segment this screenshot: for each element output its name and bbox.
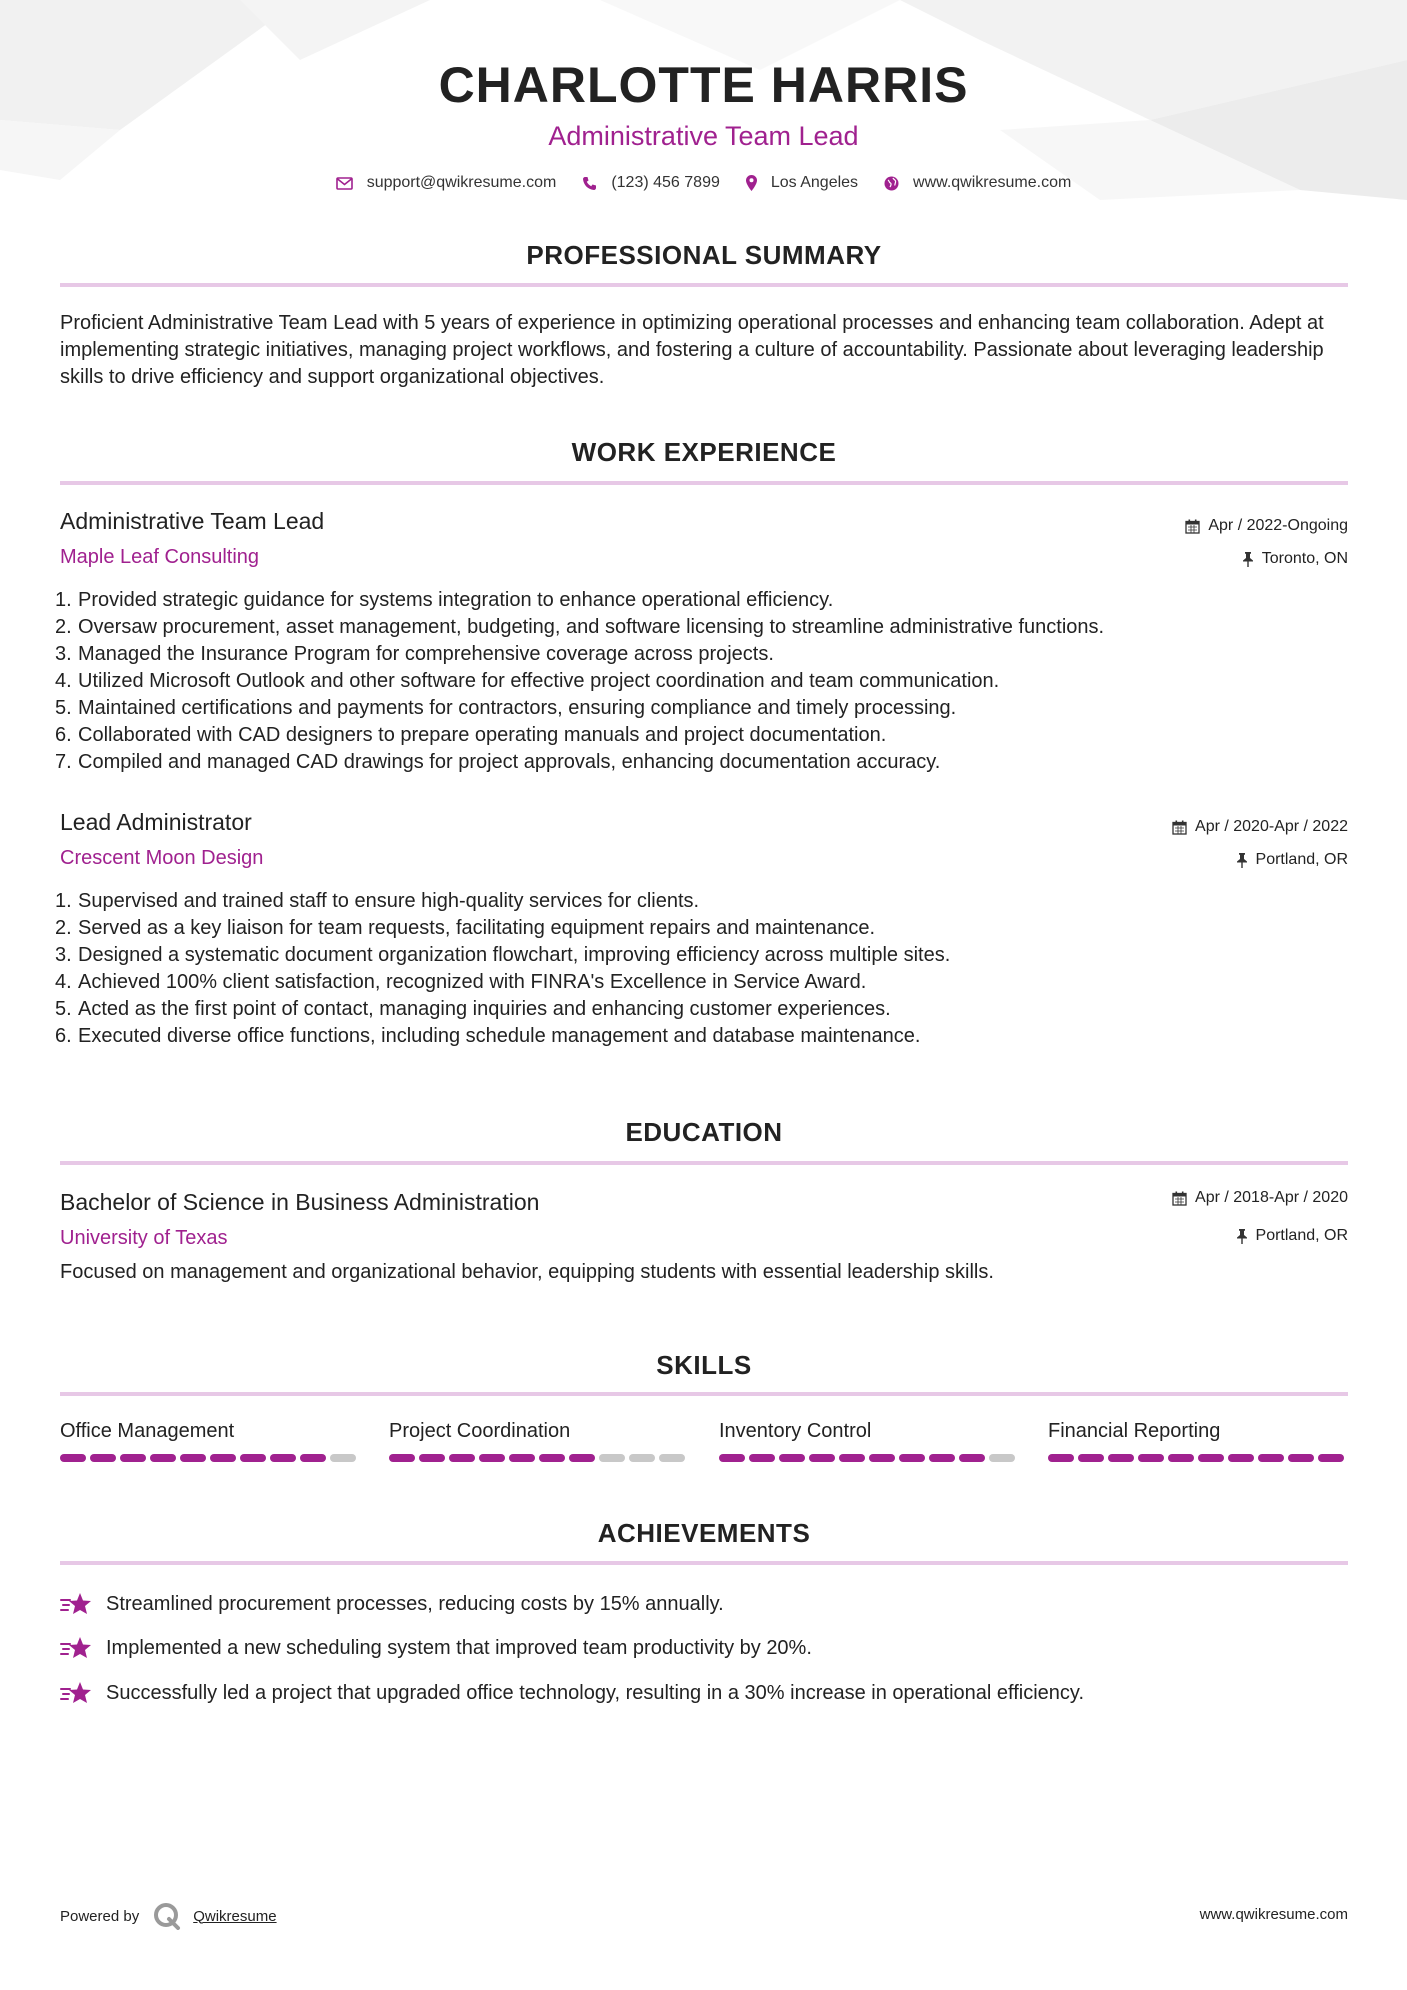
skill-segment-filled [1318,1454,1344,1462]
list-item: 6. Executed diverse office functions, including schedule management and database maintenance. [55,1025,921,1047]
bullet-text: Served as a key liaison for team requests, facilitating equipment repairs and maintenance. [78,917,876,939]
job-location [1236,851,1348,869]
list-item: 7. Compiled and managed CAD drawings for project approvals, enhancing documentation accuracy. [55,751,941,773]
skill-name: Project Coordination [389,1420,571,1442]
skill-segment-filled [180,1454,206,1462]
calendar-icon [1185,519,1200,534]
job-dates [1172,818,1348,836]
job-location-text: Toronto, ON [1261,550,1348,567]
skill-name: Financial Reporting [1048,1420,1221,1442]
contact-email[interactable] [336,174,557,192]
bullet-text: Utilized Microsoft Outlook and other software for effective project coordination and team communication. [78,670,1000,692]
job-dates [1185,517,1348,535]
skill-level-bar [1048,1454,1348,1462]
contact-phone[interactable] [582,174,720,192]
job-company: Crescent Moon Design [60,847,264,869]
skill-segment-filled [1168,1454,1194,1462]
contact-website[interactable] [884,174,1071,192]
powered-by-label: Powered by [60,1907,140,1925]
skill-segment-filled [300,1454,326,1462]
education-location-text: Portland, OR [1255,1227,1348,1244]
skill-segment-filled [449,1454,475,1462]
job-dates-text: Apr / 2020-Apr / 2022 [1195,818,1348,835]
bullet-text: Achieved 100% client satisfaction, recognized with FINRA's Excellence in Service Award. [78,971,867,993]
skill-segment-filled [1138,1454,1164,1462]
contact-bar [0,174,1407,192]
bullet-text: Executed diverse office functions, including schedule management and database maintenance. [78,1025,921,1047]
achievement-text: Successfully led a project that upgraded office technology, resulting in a 30% increase in operational efficiency. [106,1681,1084,1704]
job-title: Administrative Team Lead [60,508,325,534]
education-heading: EDUCATION [625,1117,783,1147]
calendar-icon [1172,1191,1187,1206]
skill-segment-filled [479,1454,505,1462]
list-item: 4. Achieved 100% client satisfaction, recognized with FINRA's Excellence in Service Award. [55,971,867,993]
skill-segment-empty [629,1454,655,1462]
skill-segment-filled [1048,1454,1074,1462]
skill-segment-filled [569,1454,595,1462]
candidate-role: Administrative Team Lead [548,121,859,151]
bullet-text: Managed the Insurance Program for comprehensive coverage across projects. [78,643,774,665]
qwikresume-logo-icon [153,1902,181,1930]
skill-segment-empty [659,1454,685,1462]
skill-segment-filled [120,1454,146,1462]
list-item: 5. Maintained certifications and payments for contractors, ensuring compliance and timely processing. [55,697,957,719]
location-text: Los Angeles [770,174,859,191]
skill-segment-filled [1078,1454,1104,1462]
education-dates-text: Apr / 2018-Apr / 2020 [1195,1189,1348,1206]
skill-segment-filled [210,1454,236,1462]
skill-segment-filled [539,1454,565,1462]
education-description: Focused on management and organizational behavior, equipping students with essential leadership skills. [60,1261,994,1283]
summary-divider [60,283,1348,287]
skill-segment-filled [929,1454,955,1462]
bullet-text: Collaborated with CAD designers to prepare operating manuals and project documentation. [78,724,887,746]
experience-divider [60,481,1348,485]
skill-segment-filled [809,1454,835,1462]
skill-segment-filled [1228,1454,1254,1462]
qwikresume-link[interactable]: Qwikresume [193,1907,277,1925]
job-dates-text: Apr / 2022-Ongoing [1208,517,1348,534]
job-responsibilities [55,888,1338,1050]
skill-segment-filled [719,1454,745,1462]
job-location-text: Portland, OR [1255,851,1348,868]
school-name: University of Texas [60,1227,228,1249]
skill-segment-filled [1108,1454,1134,1462]
bullet-text: Supervised and trained staff to ensure high-quality services for clients. [78,890,700,912]
list-item: 1. Supervised and trained staff to ensure high-quality services for clients. [55,890,700,912]
list-item: 1. Provided strategic guidance for systems integration to enhance operational efficiency. [55,589,834,611]
list-item: 2. Served as a key liaison for team requests, facilitating equipment repairs and maintenance. [55,917,876,939]
phone-icon [582,176,597,191]
calendar-icon [1172,820,1187,835]
pushpin-icon [1236,853,1248,868]
achievement-item [60,1680,1084,1706]
job-responsibilities [55,587,1338,776]
skill-segment-filled [839,1454,865,1462]
skill-item [389,1420,689,1462]
skill-segment-filled [959,1454,985,1462]
achievement-item [60,1591,724,1617]
skill-segment-filled [419,1454,445,1462]
skills-heading: SKILLS [656,1350,752,1380]
list-item: 3. Managed the Insurance Program for comprehensive coverage across projects. [55,643,774,665]
phone-text: (123) 456 7899 [611,174,720,191]
degree-title: Bachelor of Science in Business Administration [60,1189,540,1215]
skill-level-bar [60,1454,360,1462]
skill-segment-filled [1258,1454,1284,1462]
bullet-text: Acted as the first point of contact, managing inquiries and enhancing customer experiences. [78,998,891,1020]
skill-segment-empty [330,1454,356,1462]
achievements-heading: ACHIEVEMENTS [597,1518,811,1548]
skill-item [60,1420,360,1462]
skill-segment-filled [1288,1454,1314,1462]
website-text: www.qwikresume.com [913,174,1072,191]
bullet-text: Oversaw procurement, asset management, budgeting, and software licensing to streamline administrative functions. [78,616,1105,638]
bullet-text: Maintained certifications and payments for contractors, ensuring compliance and timely processing. [78,697,957,719]
experience-heading: WORK EXPERIENCE [571,437,837,467]
skill-segment-filled [389,1454,415,1462]
skill-segment-filled [749,1454,775,1462]
skill-segment-filled [1198,1454,1224,1462]
skill-segment-empty [989,1454,1015,1462]
skill-segment-filled [509,1454,535,1462]
skill-segment-filled [899,1454,925,1462]
shooting-star-icon [60,1680,92,1706]
shooting-star-icon [60,1591,92,1617]
skill-segment-empty [599,1454,625,1462]
bullet-text: Compiled and managed CAD drawings for project approvals, enhancing documentation accuracy. [78,751,941,773]
skill-segment-filled [270,1454,296,1462]
achievements-divider [60,1561,1348,1565]
list-item: 5. Acted as the first point of contact, managing inquiries and enhancing customer experiences. [55,998,891,1020]
globe-icon [884,176,899,191]
skill-name: Inventory Control [719,1420,872,1442]
shooting-star-icon [60,1635,92,1661]
job-location [1242,550,1348,568]
skill-item [1048,1420,1348,1462]
skill-item [719,1420,1019,1462]
footer-website-link[interactable]: www.qwikresume.com [1199,1906,1348,1923]
list-item: 6. Collaborated with CAD designers to prepare operating manuals and project documentation. [55,724,887,746]
skill-level-bar [389,1454,689,1462]
list-item: 3. Designed a systematic document organization flowchart, improving efficiency across multiple sites. [55,944,951,966]
achievement-item [60,1635,812,1661]
skill-segment-filled [60,1454,86,1462]
skill-segment-filled [779,1454,805,1462]
envelope-icon [336,177,353,190]
skill-name: Office Management [60,1420,235,1442]
map-pin-icon [746,175,757,191]
list-item: 2. Oversaw procurement, asset management, budgeting, and software licensing to streamline administrative functions. [55,616,1105,638]
education-divider [60,1161,1348,1165]
education-dates [1172,1189,1348,1207]
skills-divider [60,1392,1348,1396]
summary-heading: PROFESSIONAL SUMMARY [526,240,882,270]
skill-level-bar [719,1454,1019,1462]
job-title: Lead Administrator [60,809,252,835]
bullet-text: Designed a systematic document organization flowchart, improving efficiency across multiple sites. [78,944,951,966]
skill-segment-filled [90,1454,116,1462]
pushpin-icon [1236,1229,1248,1244]
achievement-text: Implemented a new scheduling system that improved team productivity by 20%. [106,1636,812,1659]
education-location [1236,1227,1348,1245]
skill-segment-filled [869,1454,895,1462]
achievement-text: Streamlined procurement processes, reducing costs by 15% annually. [106,1592,724,1615]
bullet-text: Provided strategic guidance for systems integration to enhance operational efficiency. [78,589,834,611]
resume-header [0,58,1407,152]
email-text: support@qwikresume.com [366,174,557,191]
pushpin-icon [1242,552,1254,567]
candidate-name: CHARLOTTE HARRIS [438,57,969,113]
skill-segment-filled [240,1454,266,1462]
job-company: Maple Leaf Consulting [60,546,260,568]
skill-segment-filled [150,1454,176,1462]
summary-text: Proficient Administrative Team Lead with 5 years of experience in optimizing operational processes and enhancing team collaboration. Adept at implementing strategic initiatives, managing project workflows, and fostering a culture of accountability. Passionate about leveraging leadership skills to drive efficiency and support organizational objectives. [60,312,1324,388]
contact-location [746,174,858,192]
list-item: 4. Utilized Microsoft Outlook and other software for effective project coordination and team communication. [55,670,1000,692]
footer-branding [60,1902,277,1930]
